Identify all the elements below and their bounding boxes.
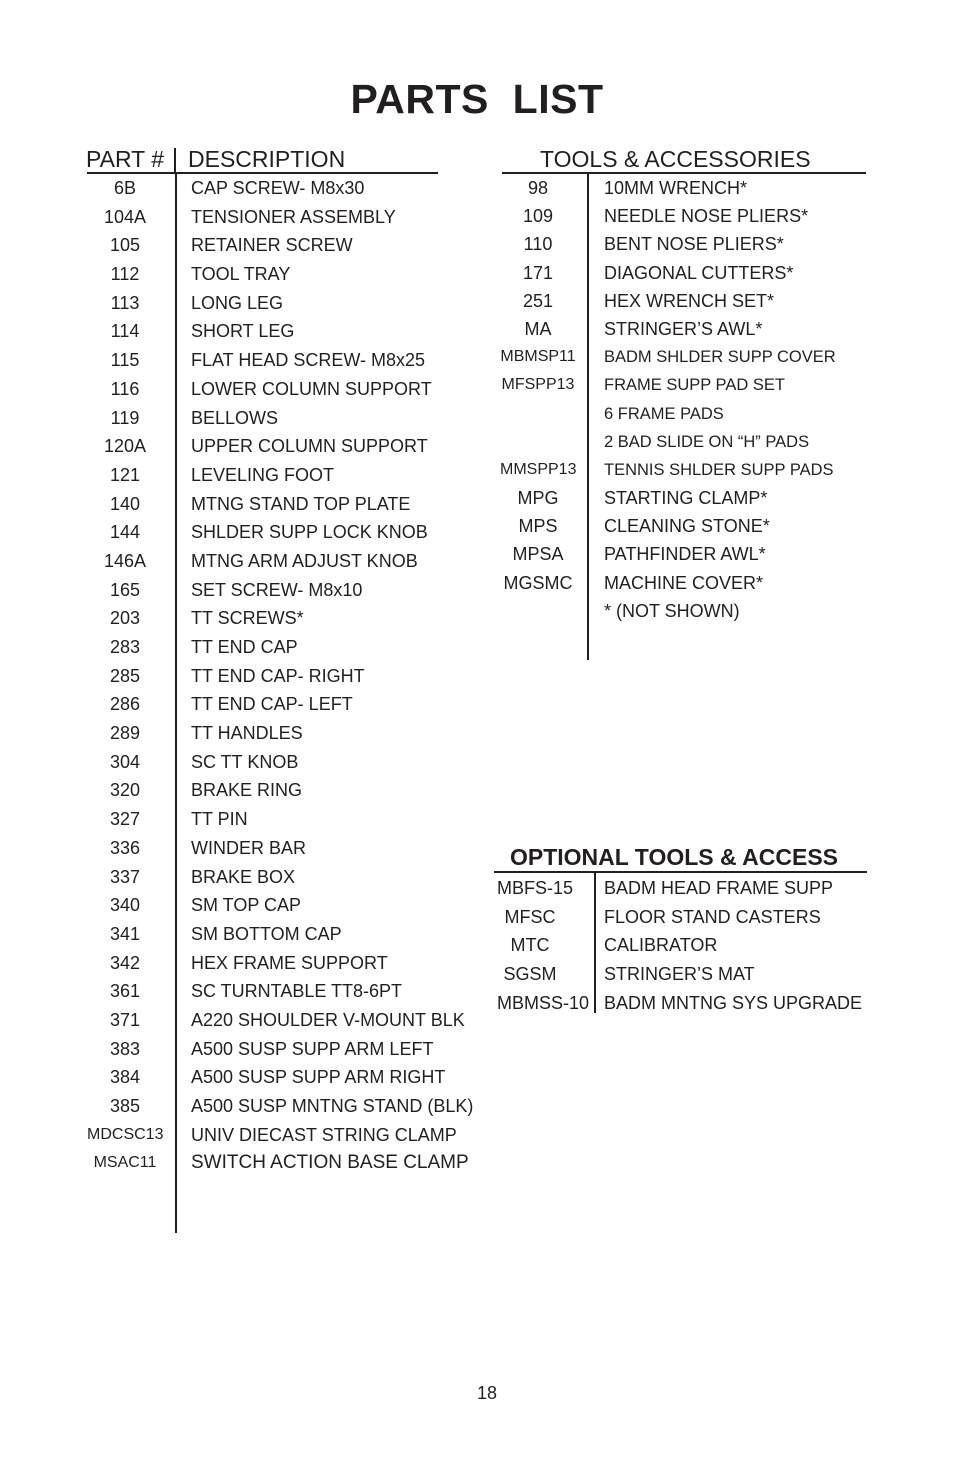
parts-number: 327 <box>109 809 141 830</box>
parts-number: 384 <box>109 1067 141 1088</box>
tools-number: MPSA <box>512 544 564 565</box>
tools-number: 109 <box>522 206 554 227</box>
parts-description: SHORT LEG <box>191 321 295 342</box>
parts-number: 340 <box>109 895 141 916</box>
parts-description: SHLDER SUPP LOCK KNOB <box>191 522 428 543</box>
tools-description: 2 BAD SLIDE ON “H” PADS <box>604 432 810 451</box>
parts-number: 283 <box>109 637 141 657</box>
tools-description: PATHFINDER AWL* <box>604 544 766 565</box>
parts-description: UNIV DIECAST STRING CLAMP <box>191 1124 457 1145</box>
optional-column-divider <box>594 873 596 1013</box>
optional-description: BADM MNTNG SYS UPGRADE <box>604 992 863 1013</box>
parts-header-part-number: PART # <box>86 146 164 172</box>
parts-description: BRAKE BOX <box>191 866 296 887</box>
parts-description: A500 SUSP SUPP ARM RIGHT <box>191 1067 446 1088</box>
parts-number: 146A <box>103 550 147 571</box>
parts-number: 116 <box>110 378 140 399</box>
tools-number: MPS <box>518 516 558 537</box>
tools-number: 98 <box>527 178 549 198</box>
parts-description: TOOL TRAY <box>191 264 291 285</box>
parts-number: MSAC11 <box>93 1154 157 1172</box>
optional-description: FLOOR STAND CASTERS <box>604 906 821 927</box>
parts-description: A500 SUSP MNTNG STAND (BLK) <box>191 1096 474 1116</box>
parts-header-description: DESCRIPTION <box>188 146 346 172</box>
parts-number: 115 <box>110 350 140 371</box>
parts-header-divider <box>174 148 176 172</box>
tools-description: * (NOT SHOWN) <box>604 600 740 621</box>
parts-description: TT END CAP- RIGHT <box>191 665 365 686</box>
parts-number: 337 <box>109 866 141 887</box>
parts-column-divider <box>175 174 177 1233</box>
tools-description: STRINGER’S AWL* <box>604 318 763 339</box>
page-number: 18 <box>476 1383 498 1403</box>
parts-number: 112 <box>110 264 140 285</box>
parts-number: 286 <box>109 694 141 715</box>
parts-description: A500 SUSP SUPP ARM LEFT <box>191 1038 434 1059</box>
tools-description: 10MM WRENCH* <box>604 178 748 198</box>
parts-description: SM TOP CAP <box>191 895 302 916</box>
parts-description: MTNG STAND TOP PLATE <box>191 493 411 514</box>
parts-description: A220 SHOULDER V-MOUNT BLK <box>191 1009 465 1030</box>
parts-description: CAP SCREW- M8x30 <box>191 178 365 198</box>
parts-number: 342 <box>109 952 141 973</box>
parts-number: 113 <box>110 292 140 313</box>
optional-number: SGSM <box>503 964 557 985</box>
optional-number: MBFS-15 <box>497 878 574 898</box>
optional-header: OPTIONAL TOOLS & ACCESS <box>510 844 838 870</box>
tools-description: BADM SHLDER SUPP COVER <box>604 348 836 367</box>
parts-number: 383 <box>109 1038 141 1059</box>
tools-number: 171 <box>522 262 554 283</box>
tools-description: CLEANING STONE* <box>604 516 770 537</box>
parts-description: FLAT HEAD SCREW- M8x25 <box>191 350 426 371</box>
parts-number: 289 <box>109 723 141 744</box>
parts-number: 341 <box>109 923 141 944</box>
tools-description: HEX WRENCH SET* <box>604 290 775 311</box>
tools-number: 251 <box>522 290 554 311</box>
parts-number: MDCSC13 <box>87 1125 164 1143</box>
optional-number: MBMSS-10 <box>497 992 590 1013</box>
tools-description: FRAME SUPP PAD SET <box>604 376 785 395</box>
parts-description: SM BOTTOM CAP <box>191 923 342 944</box>
parts-description: UPPER COLUMN SUPPORT <box>191 436 428 457</box>
page-title: PARTS LIST <box>350 76 604 122</box>
tools-description: 6 FRAME PADS <box>604 404 724 423</box>
tools-description: NEEDLE NOSE PLIERS* <box>604 206 809 227</box>
parts-number: 104A <box>103 206 147 227</box>
parts-number: 6B <box>113 178 137 198</box>
parts-number: 203 <box>109 608 141 629</box>
parts-number: 140 <box>109 493 141 514</box>
parts-number: 385 <box>109 1096 141 1116</box>
optional-description: STRINGER’S MAT <box>604 964 755 985</box>
optional-header-underline <box>494 871 867 873</box>
tools-description: MACHINE COVER* <box>604 572 764 593</box>
parts-description: TT HANDLES <box>191 723 303 744</box>
parts-description: TT END CAP- LEFT <box>191 694 353 715</box>
tools-number: MMSPP13 <box>500 460 577 478</box>
parts-number: 105 <box>109 235 141 256</box>
tools-header: TOOLS & ACCESSORIES <box>540 146 811 172</box>
optional-number: MFSC <box>504 906 556 927</box>
tools-number: MPG <box>517 488 559 509</box>
parts-number: 285 <box>109 665 141 686</box>
parts-description: SWITCH ACTION BASE CLAMP <box>191 1152 469 1174</box>
parts-description: RETAINER SCREW <box>191 235 353 256</box>
parts-description: TT END CAP <box>191 637 298 657</box>
tools-description: DIAGONAL CUTTERS* <box>604 262 794 283</box>
parts-description: BELLOWS <box>191 407 279 428</box>
parts-description: LONG LEG <box>191 292 284 313</box>
parts-number: 120A <box>103 436 147 457</box>
parts-description: HEX FRAME SUPPORT <box>191 952 388 973</box>
optional-number: MTC <box>510 935 550 956</box>
parts-number: 119 <box>110 407 140 428</box>
parts-description: SC TT KNOB <box>191 751 299 772</box>
parts-number: 121 <box>109 464 141 485</box>
tools-description: STARTING CLAMP* <box>604 488 768 509</box>
parts-number: 144 <box>109 522 141 543</box>
tools-column-divider <box>587 174 589 660</box>
parts-number: 304 <box>109 751 141 772</box>
parts-description: TT SCREWS* <box>191 608 304 629</box>
parts-description: SET SCREW- M8x10 <box>191 579 363 600</box>
parts-description: WINDER BAR <box>191 837 307 858</box>
optional-description: CALIBRATOR <box>604 935 718 956</box>
parts-number: 114 <box>110 321 140 342</box>
tools-number: 110 <box>523 234 553 255</box>
parts-number: 371 <box>109 1009 141 1030</box>
parts-description: BRAKE RING <box>191 780 303 801</box>
tools-number: MGSMC <box>503 572 573 593</box>
tools-number: MBMSP11 <box>500 348 576 366</box>
parts-description: LEVELING FOOT <box>191 464 335 485</box>
tools-description: TENNIS SHLDER SUPP PADS <box>604 460 834 479</box>
parts-description: SC TURNTABLE TT8-6PT <box>191 981 403 1002</box>
parts-description: TT PIN <box>191 809 248 830</box>
tools-description: BENT NOSE PLIERS* <box>604 234 784 255</box>
parts-number: 320 <box>109 780 141 801</box>
parts-number: 165 <box>109 579 141 600</box>
parts-description: LOWER COLUMN SUPPORT <box>191 378 432 399</box>
tools-number: MA <box>524 318 552 339</box>
parts-description: MTNG ARM ADJUST KNOB <box>191 550 418 571</box>
tools-number: MFSPP13 <box>501 376 575 394</box>
parts-number: 336 <box>109 837 141 858</box>
parts-number: 361 <box>109 981 141 1002</box>
optional-description: BADM HEAD FRAME SUPP <box>604 878 834 898</box>
parts-description: TENSIONER ASSEMBLY <box>191 206 396 227</box>
